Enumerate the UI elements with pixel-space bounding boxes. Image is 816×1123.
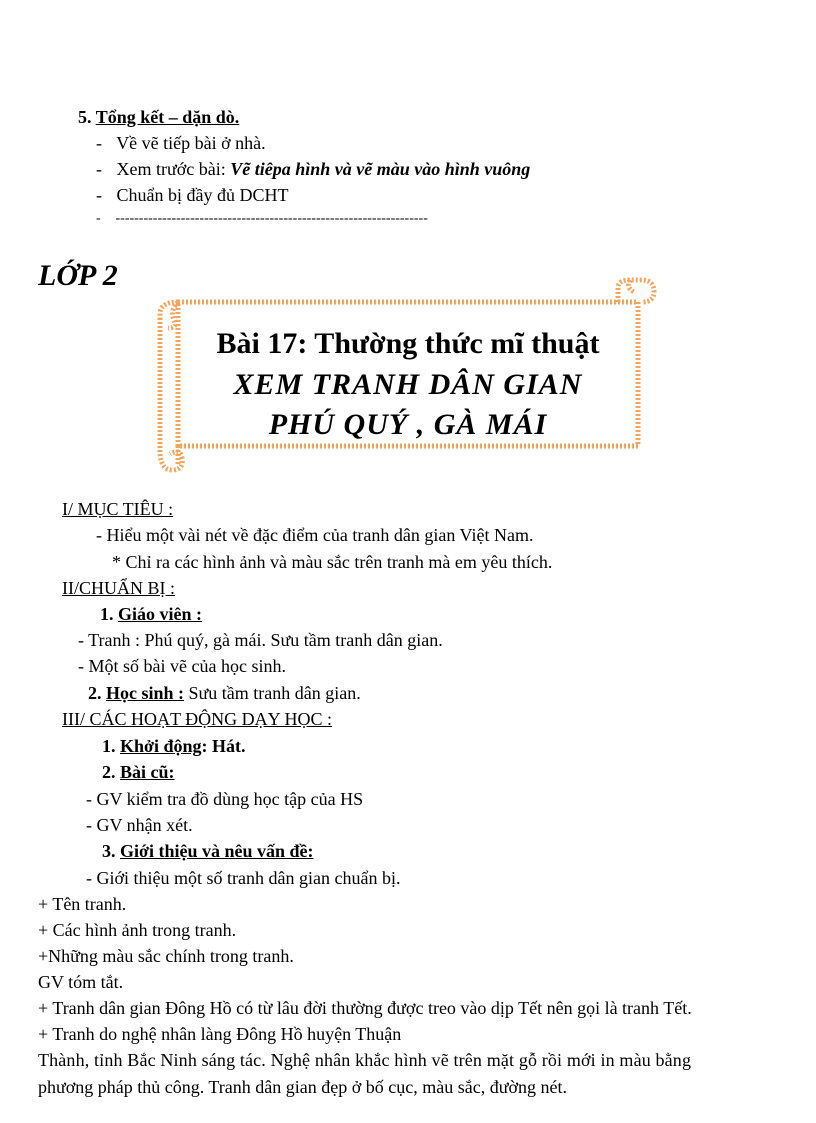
list-marker: - (96, 185, 102, 205)
activity-1 (102, 735, 246, 757)
activity-2 (102, 761, 175, 783)
activities-heading: III/ CÁC HOẠT ĐỘNG DẠY HỌC : (62, 709, 332, 729)
activity-3 (102, 840, 314, 862)
objectives-heading: I/ MỤC TIÊU : (62, 499, 174, 519)
list-marker: - (96, 159, 102, 179)
teacher-heading (100, 603, 202, 625)
paragraph-line-2: + Các hình ảnh trong tranh. (38, 920, 237, 940)
lesson-subtitle-1: XEM TRANH DÂN GIAN (233, 368, 583, 401)
student-label: Học sinh : (106, 683, 185, 703)
list-marker: - (96, 133, 102, 153)
student-text: Sưu tầm tranh dân gian. (184, 683, 361, 703)
activity-1-number: 1. (102, 736, 116, 756)
activity-2-number: 2. (102, 762, 116, 782)
teacher-number: 1. (100, 604, 114, 624)
summary-item-emphasis: Vẽ tiêpa hình và vẽ màu vào hình vuông (230, 159, 531, 179)
summary-heading (78, 106, 239, 128)
activity-3-number: 3. (102, 841, 116, 861)
summary-item-text: Xem trước bài: (116, 159, 231, 179)
objective-item-1: - Hiểu một vài nét về đặc điểm của tranh dân gian Việt Nam. (96, 525, 534, 545)
activity-1-rest: : Hát. (201, 736, 246, 756)
summary-item-1 (96, 132, 266, 154)
lesson-subtitle-2: PHÚ QUÝ , GÀ MÁI (268, 408, 548, 441)
paragraph-line-7: Thành, tỉnh Bắc Ninh sáng tác. Nghệ nhân khắc hình vẽ trên mặt gỗ rồi mới in màu bằng (38, 1050, 692, 1070)
activity-3-item-1: - Giới thiệu một số tranh dân gian chuẩn bị. (86, 868, 401, 888)
activity-2-item-1: - GV kiểm tra đồ dùng học tập của HS (86, 789, 364, 809)
summary-heading-number: 5. (78, 107, 92, 127)
paragraph-line-1: + Tên tranh. (38, 894, 127, 914)
student-number: 2. (88, 683, 102, 703)
summary-item-3 (96, 184, 288, 206)
paragraph-line-4: GV tóm tắt. (38, 972, 124, 992)
summary-heading-text: Tổng kết – dặn dò. (95, 107, 240, 127)
summary-item-text: Chuẩn bị đầy đủ DCHT (116, 185, 289, 205)
paragraph-line-5: + Tranh dân gian Đông Hồ có từ lâu đời thường được treo vào dịp Tết nên gọi là tranh Tết. (38, 998, 692, 1018)
paragraph-line-6: + Tranh do nghệ nhân làng Đông Hồ huyện Thuận (38, 1024, 402, 1044)
summary-item-4 (96, 208, 428, 230)
paragraph-line-8: phương pháp thủ công. Tranh dân gian đẹp ở bố cục, màu sắc, đường nét. (38, 1077, 567, 1097)
lesson-title: Bài 17: Thường thức mĩ thuật (216, 327, 600, 360)
summary-item-text: Về vẽ tiếp bài ở nhà. (116, 133, 266, 153)
activity-2-item-2: - GV nhận xét. (86, 815, 193, 835)
activity-2-label: Bài cũ: (120, 762, 175, 782)
activity-1-label: Khởi động (120, 736, 202, 756)
summary-item-2 (96, 158, 530, 180)
preparation-heading: II/CHUẨN BỊ : (62, 578, 175, 598)
divider-dashes: ------------------------------------------------------------------- (115, 211, 428, 226)
teacher-item-2: - Một số bài vẽ của học sinh. (78, 656, 286, 676)
paragraph-line-3: +Những màu sắc chính trong tranh. (38, 946, 294, 966)
teacher-label: Giáo viên : (118, 604, 202, 624)
activity-3-label: Giới thiệu và nêu vấn đề: (120, 841, 314, 861)
teacher-item-1: - Tranh : Phú quý, gà mái. Sưu tầm tranh dân gian. (78, 630, 443, 650)
list-marker: - (96, 211, 101, 226)
grade-heading: LỚP 2 (38, 259, 118, 292)
objective-item-2: * Chỉ ra các hình ảnh và màu sắc trên tranh mà em yêu thích. (112, 552, 553, 572)
student-line (88, 682, 361, 704)
